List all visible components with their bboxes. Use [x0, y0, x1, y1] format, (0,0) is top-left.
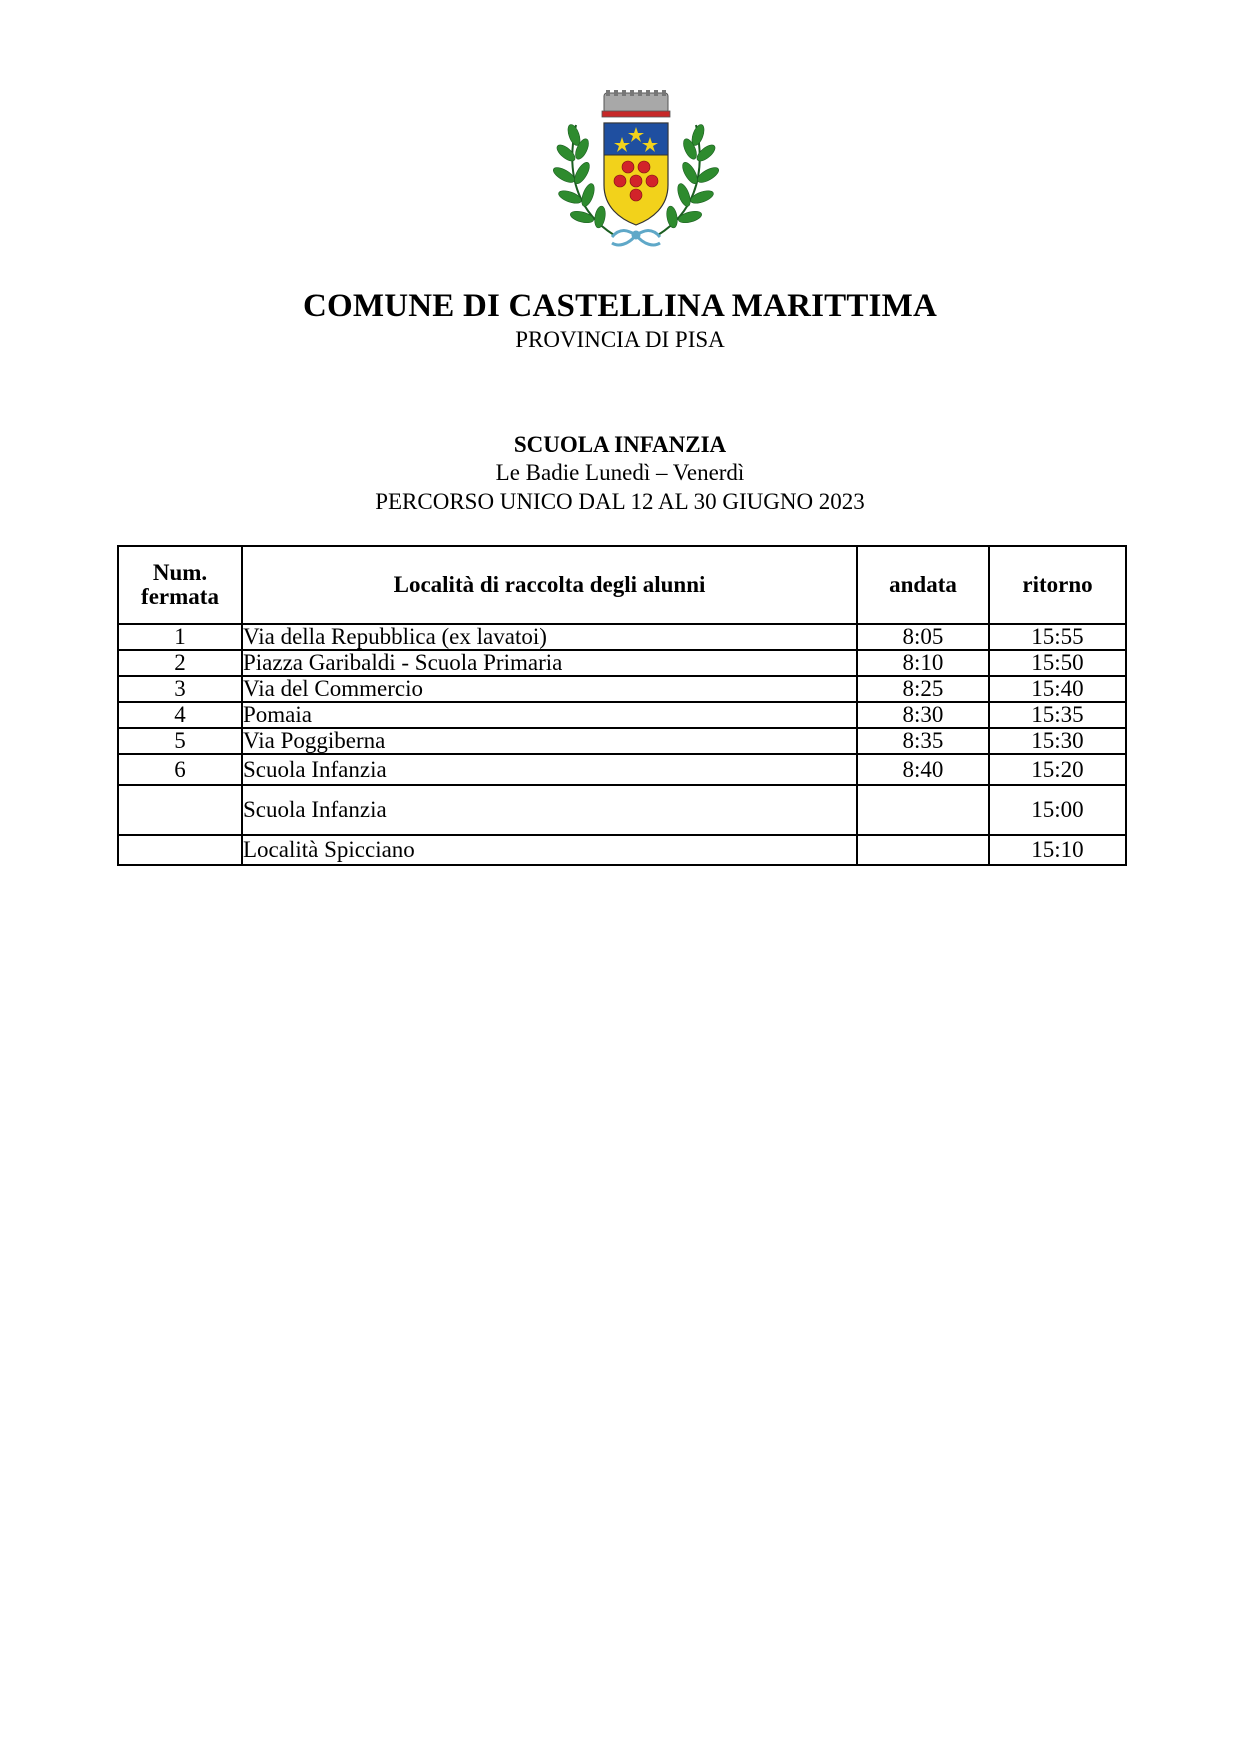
stop-location: Piazza Garibaldi - Scuola Primaria: [242, 650, 857, 676]
ritorno-time: 15:40: [989, 676, 1126, 702]
table-row: [118, 702, 1126, 728]
table-row: [118, 624, 1126, 650]
stop-number: [118, 835, 242, 865]
section-title: SCUOLA INFANZIA: [513, 432, 727, 457]
ritorno-time: 15:10: [989, 835, 1126, 865]
andata-time: 8:10: [857, 650, 989, 676]
ritorno-time: 15:50: [989, 650, 1126, 676]
stop-number: 3: [118, 676, 242, 702]
crown-icon: [602, 90, 670, 117]
andata-time: 8:40: [857, 754, 989, 785]
stop-number: 4: [118, 702, 242, 728]
stop-location: Pomaia: [242, 702, 857, 728]
andata-time: [857, 835, 989, 865]
shield-icon: [604, 123, 668, 225]
stop-number: 5: [118, 728, 242, 754]
andata-time: 8:35: [857, 728, 989, 754]
table-row: [118, 754, 1126, 785]
stop-location: Via della Repubblica (ex lavatoi): [242, 624, 857, 650]
table-row: [118, 785, 1126, 835]
andata-time: 8:30: [857, 702, 989, 728]
ribbon-icon: [612, 231, 660, 245]
route-period: PERCORSO UNICO DAL 12 AL 30 GIUGNO 2023: [375, 489, 865, 514]
coat-of-arms: [552, 85, 720, 251]
service-days: Le Badie Lunedì – Venerdì: [495, 460, 745, 485]
stop-number: 6: [118, 754, 242, 785]
table-row: [118, 676, 1126, 702]
ritorno-time: 15:35: [989, 702, 1126, 728]
stop-number: 2: [118, 650, 242, 676]
ritorno-time: 15:00: [989, 785, 1126, 835]
stop-number: 1: [118, 624, 242, 650]
page-title: COMUNE DI CASTELLINA MARITTIMA: [303, 288, 937, 324]
andata-time: 8:05: [857, 624, 989, 650]
stop-location: Via Poggiberna: [242, 728, 857, 754]
ritorno-time: 15:55: [989, 624, 1126, 650]
table-row: [118, 728, 1126, 754]
stop-location: Scuola Infanzia: [242, 785, 857, 835]
table-header-row: [118, 546, 1126, 624]
table-row: [118, 650, 1126, 676]
stop-location: Via del Commercio: [242, 676, 857, 702]
table-row: [118, 835, 1126, 865]
province-subtitle: PROVINCIA DI PISA: [515, 327, 725, 352]
ritorno-time: 15:20: [989, 754, 1126, 785]
stop-location: Località Spicciano: [242, 835, 857, 865]
stop-location: Scuola Infanzia: [242, 754, 857, 785]
stop-number: [118, 785, 242, 835]
header-stop-number: Num. fermata: [118, 546, 242, 624]
header-location: Località di raccolta degli alunni: [242, 546, 857, 624]
ritorno-time: 15:30: [989, 728, 1126, 754]
stops-table: [117, 545, 1127, 866]
andata-time: 8:25: [857, 676, 989, 702]
andata-time: [857, 785, 989, 835]
header-andata: andata: [857, 546, 989, 624]
header-ritorno: ritorno: [989, 546, 1126, 624]
